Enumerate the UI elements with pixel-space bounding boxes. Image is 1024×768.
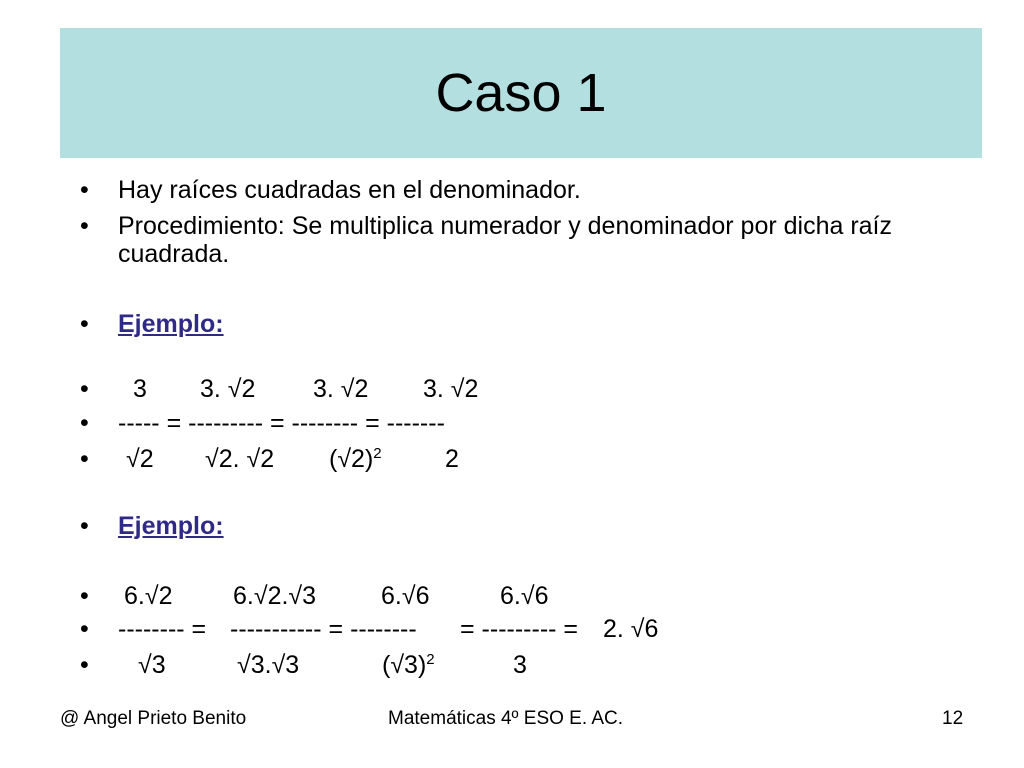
ex1-denominator: √2: [126, 445, 154, 473]
ex1-numerator: 3. √2: [200, 375, 256, 403]
ex1-numerator: 3. √2: [423, 375, 479, 403]
ex1-fraction-line: ----- = --------- = -------- = -------: [118, 409, 445, 437]
ex2-denominator: √3.√3: [237, 651, 300, 679]
bullet-marker: •: [80, 310, 89, 338]
bullet-marker: •: [80, 212, 89, 240]
bullet-marker: •: [80, 409, 89, 437]
page-number: 12: [942, 708, 964, 729]
ex2-numerator: 6.√6: [500, 582, 549, 610]
ex2-denominator: √3: [138, 651, 166, 679]
ex2-numerator: 6.√2.√3: [233, 582, 317, 610]
bullet-marker: •: [80, 582, 89, 610]
ex1-denominator: $(√2)^2$: [329, 445, 382, 473]
ex2-result: 2. √6: [603, 615, 659, 643]
ex1-denominator: √2. √2: [205, 445, 275, 473]
bullet-text-1: Hay raíces cuadradas en el denominador.: [118, 176, 581, 204]
footer-course: Matemáticas 4º ESO E. AC.: [388, 708, 624, 729]
bullet-marker: •: [80, 375, 89, 403]
example-heading-1: Ejemplo:: [118, 310, 224, 338]
bullet-marker: •: [80, 176, 89, 204]
bullet-marker: •: [80, 512, 89, 540]
ex2-numerator: 6.√2: [124, 582, 173, 610]
ex1-numerator: 3. √2: [313, 375, 369, 403]
ex1-exponent: 2: [373, 445, 382, 462]
title-bar: [60, 28, 982, 158]
bullet-text-2: Procedimiento: Se multiplica numerador y denominador por dicha raíz cuadrada.: [118, 212, 892, 268]
ex2-numerator: 6.√6: [381, 582, 430, 610]
slide-title: Caso 1: [435, 63, 607, 123]
footer-author: @ Angel Prieto Benito: [60, 708, 247, 729]
bullet-marker: •: [80, 615, 89, 643]
bullet-marker: •: [80, 445, 89, 473]
ex2-denominator: $(√3)^2$: [382, 651, 435, 679]
ex1-denominator: 2: [445, 445, 459, 473]
ex2-fraction-part: ----------- = --------: [230, 615, 417, 643]
ex2-denominator: 3: [513, 651, 527, 679]
example-heading-2: Ejemplo:: [118, 512, 224, 540]
bullet-marker: •: [80, 651, 89, 679]
ex2-exponent: 2: [426, 651, 435, 668]
ex1-numerator: 3: [133, 375, 147, 403]
ex2-fraction-part: = --------- =: [460, 615, 579, 643]
ex2-fraction-part: -------- =: [118, 615, 207, 643]
